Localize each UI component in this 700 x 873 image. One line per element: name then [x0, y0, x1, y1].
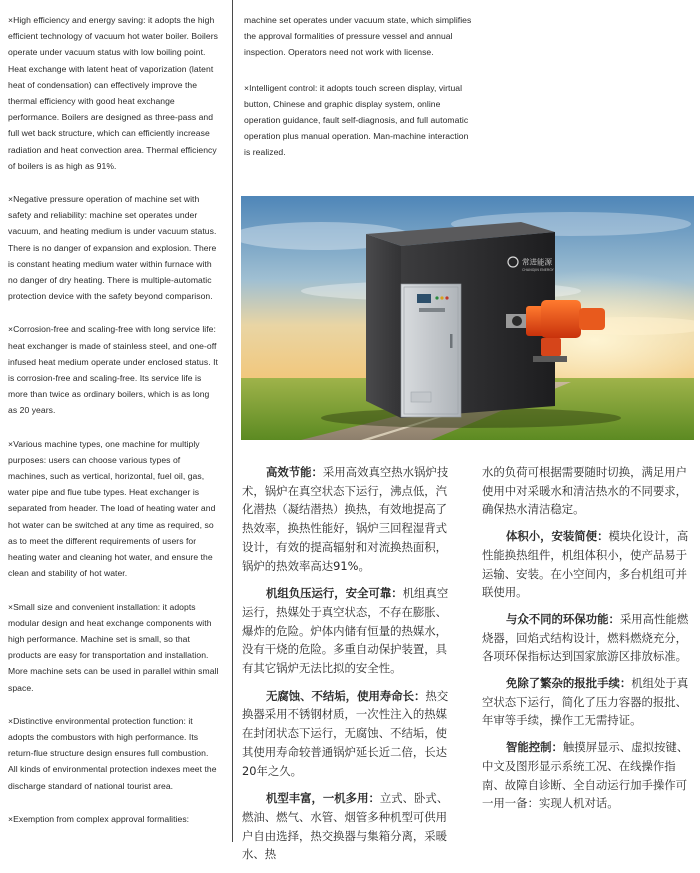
en-feature-safety: ×Negative pressure operation of machine set with safety and reliability: machine set operates under vacuum, and heating medium is under vacuum status. There is no danger of expansion and explosion. There is constant heating medium water within furnace with no danger of dry heating. There is multiple-automatic protection device with the safety beyond comparison.	[8, 194, 217, 302]
cn-feature-machine-types: 机型丰富，一机多用：立式、卧式、燃油、燃气、水管、烟管多种机型可供用户自由选择，热交换器与集箱分离，采暖水、热	[242, 791, 449, 862]
switch-row	[419, 308, 445, 312]
column-divider	[232, 0, 233, 842]
en-feature-size: ×Small size and convenient installation: it adopts modular design and heat exchange components with high performance. Machine set is small, so that products are easy for transportation and installation. More machine sets can be used in parallel within small space.	[8, 601, 219, 693]
cn-feature-machine-types-end: 水的负荷可根据需要随时切换，满足用户使用中对采暖水和清洁热水的不同要求，确保热水清洁稳定。	[482, 465, 688, 517]
indicator-light	[445, 296, 448, 299]
cn-feature-efficiency: 高效节能：采用高效真空热水锅炉技术，锅炉在真空状态下运行，沸点低，汽化潜热（凝结潜热）换热，有效地提高了热效率，换热性能好，锅炉三回程湿背式设计，有效的提高辐射和对流换热面积，锅炉的热效率高达91%。	[242, 465, 449, 573]
english-features-left	[8, 12, 220, 844]
en-feature-intelligent: ×Intelligent control: it adopts touch screen display, virtual button, Chinese and graphic display system, online operation guidance, fault self-diagnosis, and full automatic operation plus manual operation. Man-machine interaction is realized.	[244, 82, 469, 158]
cn-feature-intelligent: 智能控制：触摸屏显示、虚拟按键、中文及图形显示系统工况、在线操作指南、故障自诊断、全自动运行加手操作可一用一备：实现人机对话。	[482, 740, 689, 811]
indicator-light	[435, 296, 438, 299]
cn-feature-safety: 机组负压运行，安全可靠：机组真空运行，热媒处于真空状态，不存在膨胀、爆炸的危险。炉体内储有恒量的热媒水，没有干烧的危险。多重自动保护装置，具有其它锅炉无法比拟的安全性。	[242, 586, 449, 676]
product-photo	[241, 196, 694, 440]
english-features-top	[244, 12, 476, 180]
cn-feature-environment: 与众不同的环保功能：采用高性能燃烧器，回焰式结构设计，燃料燃烧充分，各项环保指标达到国家旅游区排放标准。	[482, 611, 689, 664]
en-feature-efficiency: ×High efficiency and energy saving: it adopts the high efficient technology of vacuum hot water boiler. Boilers operate under vacuum status with low boiling point. Heat exchange with latent heat of vaporization (latent heat of condensation) can effectively improve the thermal efficiency with good heat exchange performance. Boilers are designed as three-pass and full wet back structure, which can efficiently increase radiation and heat convection area. Thermal efficiency of boilers is as high as 91%.	[8, 15, 218, 171]
touch-screen	[417, 294, 431, 303]
cabinet-handle	[450, 334, 453, 348]
chinese-features-left	[242, 463, 454, 873]
cn-feature-size: 体积小，安装简便：模块化设计，高性能换热组件，机组体积小，使产品易于运输、安装。在小空间内，多台机组可并联使用。	[482, 529, 689, 600]
svg-text:常进能源: 常进能源	[522, 257, 552, 267]
indicator-light	[440, 296, 443, 299]
en-feature-environment: ×Distinctive environmental protection function: it adopts the combustors with high performance. Its return-flue structure design ensures full combustion. All kinds of environmental protection indexes meet the discharge standard of national tourist area.	[8, 715, 217, 791]
en-feature-exemption-end: machine set operates under vacuum state, which simplifies the approval formalities of pressure vessel and annual inspection. Operators need not work with license.	[244, 15, 472, 58]
cn-feature-exemption: 免除了繁杂的报批手续：机组处于真空状态下运行，简化了压力容器的报批、年审等手续，操作工无需持证。	[482, 676, 689, 728]
chinese-features-right	[482, 463, 689, 821]
svg-text:CHANGJIN ENERGY: CHANGJIN ENERGY	[522, 268, 554, 272]
boiler-side	[366, 234, 401, 418]
cn-feature-corrosion: 无腐蚀、不结垢，使用寿命长：热交换器采用不锈钢材质，一次性注入的热媒在封闭状态下运行，无腐蚀、不结垢，使其使用寿命较普通锅炉延长近二倍，长达20年之久。	[242, 688, 449, 778]
en-feature-exemption-start: ×Exemption from complex approval formalities:	[8, 813, 190, 824]
en-feature-machine-types: ×Various machine types, one machine for multiply purposes: users can choose various types of machines, such as vertical, horizontal, fuel oil, gas, water pipe and flue tube types. Heat exchanger is separated from header. The load of heating water and hot water can be switched at any time as required, so as to meet the different requirements of users for heating water and cleaning hot water, and ensure the clean and stability of hot water.	[8, 438, 216, 579]
en-feature-corrosion: ×Corrosion-free and scaling-free with long service life: heat exchanger is made of stainless steel, and one-off infused heat medium operate under enclosed status. It is corrosion-free and scaling-free. Its service life is more than twice as ordinary boilers, which is as long as 20 years.	[8, 324, 218, 416]
cabinet-vent	[411, 392, 431, 402]
